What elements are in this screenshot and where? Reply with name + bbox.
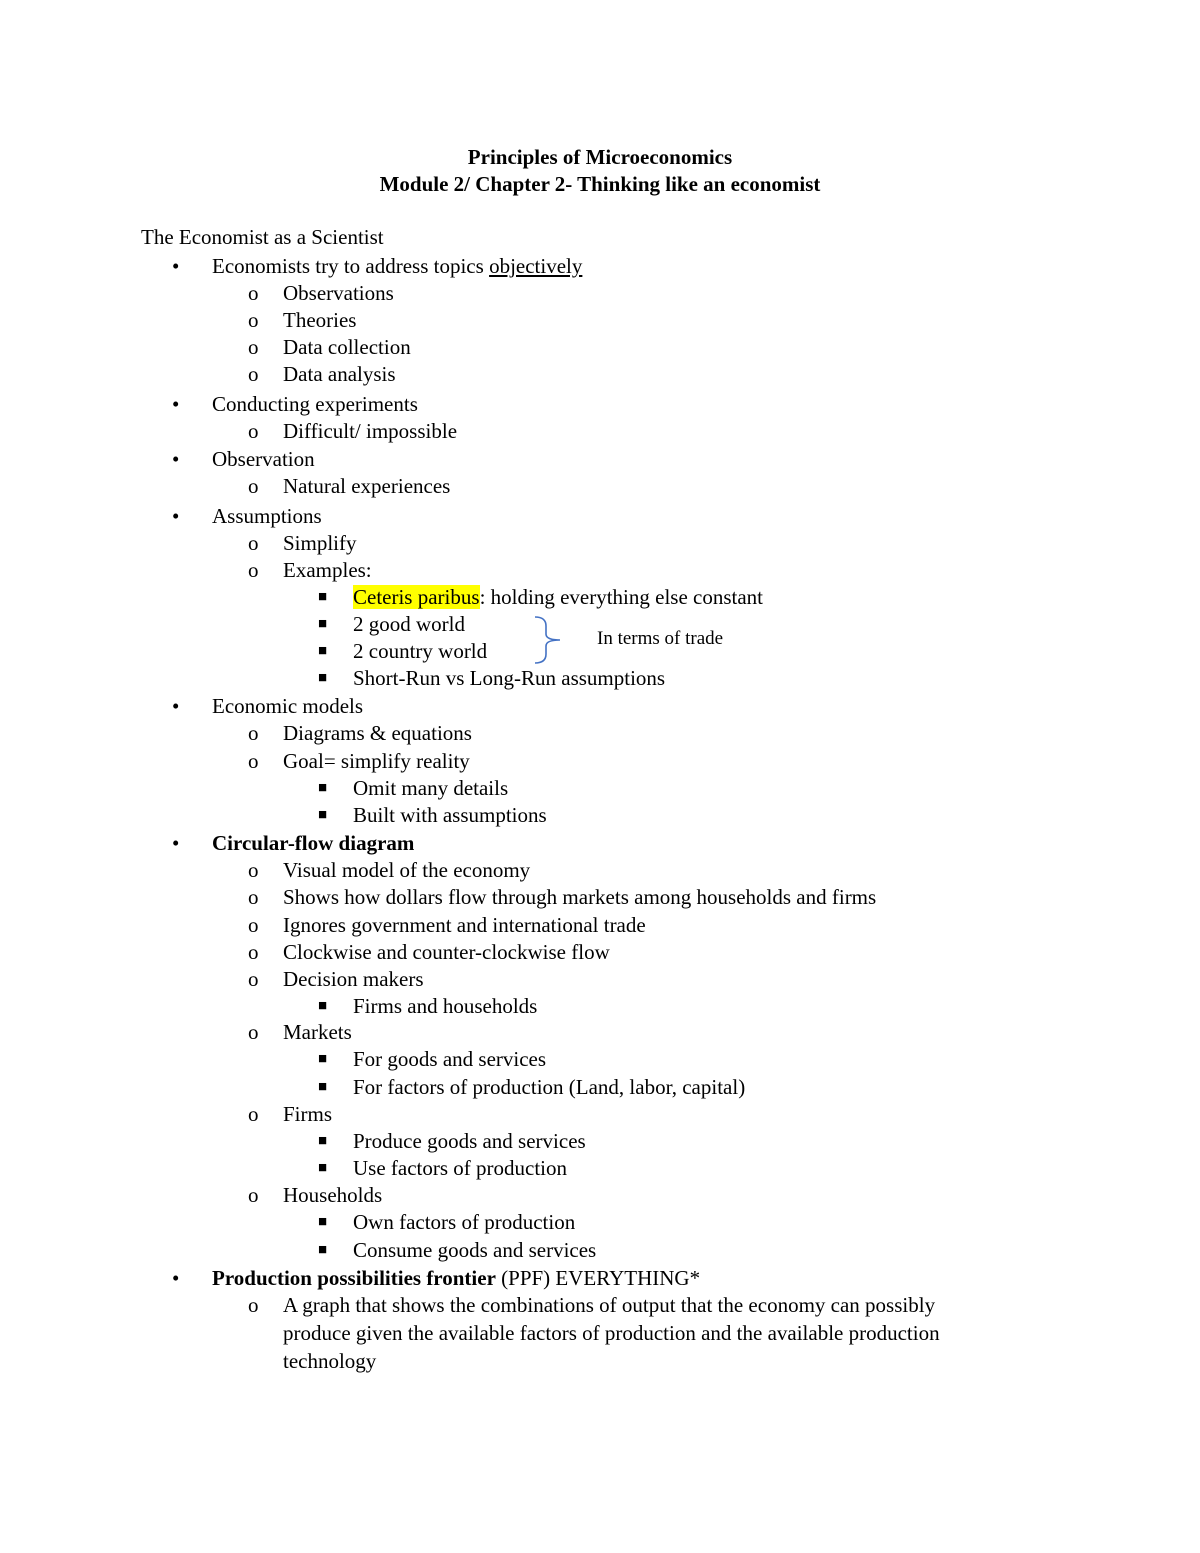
square-bullet-icon: ■ [318, 1079, 328, 1095]
circle-bullet-icon: o [248, 1183, 259, 1207]
bullet-icon: • [172, 694, 180, 718]
circle-bullet-icon: o [248, 858, 259, 882]
list-item: Goal= simplify reality [283, 749, 470, 773]
circle-bullet-icon: o [248, 749, 259, 773]
square-bullet-icon: ■ [318, 1051, 328, 1067]
bullet-icon: • [172, 447, 180, 471]
circle-bullet-icon: o [248, 967, 259, 991]
square-bullet-icon: ■ [318, 1214, 328, 1230]
list-item: Diagrams & equations [283, 721, 472, 745]
list-item: Visual model of the economy [283, 858, 531, 882]
bullet-icon: • [172, 392, 180, 416]
list-item: Markets [283, 1020, 352, 1044]
list-item: Data analysis [283, 362, 396, 386]
square-bullet-icon: ■ [318, 1242, 328, 1258]
square-bullet-icon: ■ [318, 1133, 328, 1149]
list-item [353, 584, 763, 610]
square-bullet-icon: ■ [318, 616, 328, 632]
list-item: 2 good world [353, 612, 465, 636]
bullet-icon: • [172, 831, 180, 855]
bullet-icon: • [172, 504, 180, 528]
list-item: Data collection [283, 335, 411, 359]
document-subtitle: Module 2/ Chapter 2- Thinking like an economist [379, 172, 821, 196]
list-item: Firms and households [353, 994, 538, 1018]
circle-bullet-icon: o [248, 419, 259, 443]
circle-bullet-icon: o [248, 531, 259, 555]
section-heading: The Economist as a Scientist [141, 225, 384, 249]
underlined-text: objectively [489, 254, 583, 278]
list-item: Built with assumptions [353, 803, 547, 827]
circle-bullet-icon: o [248, 281, 259, 305]
list-item: Omit many details [353, 776, 509, 800]
list-item: Use factors of production [353, 1156, 568, 1180]
bullet-icon: • [172, 1266, 180, 1290]
list-item: Assumptions [212, 504, 322, 528]
list-item-text: (PPF) EVERYTHING* [495, 1266, 701, 1290]
circle-bullet-icon: o [248, 913, 259, 937]
list-item: 2 country world [353, 639, 488, 663]
circle-bullet-icon: o [248, 721, 259, 745]
bold-term: Production possibilities frontier [212, 1266, 496, 1290]
list-item: Ignores government and international trade [283, 913, 646, 937]
list-item: Examples: [283, 558, 372, 582]
list-item [212, 1265, 700, 1291]
circle-bullet-icon: o [248, 1293, 259, 1317]
square-bullet-icon: ■ [318, 1160, 328, 1176]
list-item: Households [283, 1183, 383, 1207]
list-item: Consume goods and services [353, 1238, 597, 1262]
list-item: Natural experiences [283, 474, 451, 498]
margin-annotation: In terms of trade [597, 628, 724, 649]
square-bullet-icon: ■ [318, 643, 328, 659]
list-item: Own factors of production [353, 1210, 576, 1234]
circle-bullet-icon: o [248, 308, 259, 332]
list-item: Produce goods and services [353, 1129, 586, 1153]
list-item: Firms [283, 1102, 333, 1126]
list-item: Simplify [283, 531, 357, 555]
list-item: Shows how dollars flow through markets among households and firms [283, 885, 877, 909]
list-item: Observation [212, 447, 315, 471]
list-item: Short-Run vs Long-Run assumptions [353, 666, 666, 690]
circle-bullet-icon: o [248, 558, 259, 582]
square-bullet-icon: ■ [318, 780, 328, 796]
list-item [212, 253, 582, 279]
bullet-icon: • [172, 254, 180, 278]
square-bullet-icon: ■ [318, 998, 328, 1014]
list-item: Decision makers [283, 967, 424, 991]
circle-bullet-icon: o [248, 940, 259, 964]
list-item: Difficult/ impossible [283, 419, 458, 443]
square-bullet-icon: ■ [318, 670, 328, 686]
list-item: Theories [283, 308, 357, 332]
list-item: Conducting experiments [212, 392, 418, 416]
list-item-continuation: technology [283, 1349, 377, 1373]
circle-bullet-icon: o [248, 362, 259, 386]
circle-bullet-icon: o [248, 885, 259, 909]
list-item: Circular-flow diagram [212, 831, 415, 855]
square-bullet-icon: ■ [318, 589, 328, 605]
list-item-text: : holding everything else constant [479, 585, 764, 609]
square-bullet-icon: ■ [318, 807, 328, 823]
list-item: A graph that shows the combinations of output that the economy can possibly [283, 1293, 936, 1317]
document-title: Principles of Microeconomics [467, 145, 733, 169]
list-item: For factors of production (Land, labor, capital) [353, 1075, 746, 1099]
circle-bullet-icon: o [248, 1102, 259, 1126]
list-item: Observations [283, 281, 394, 305]
list-item: Economic models [212, 694, 364, 718]
circle-bullet-icon: o [248, 474, 259, 498]
list-item-text: Economists try to address topics [212, 254, 490, 278]
highlighted-term: Ceteris paribus [353, 585, 480, 609]
list-item-continuation: produce given the available factors of production and the available production [283, 1321, 940, 1345]
circle-bullet-icon: o [248, 335, 259, 359]
list-item: For goods and services [353, 1047, 547, 1071]
list-item: Clockwise and counter-clockwise flow [283, 940, 610, 964]
right-brace-icon [532, 614, 566, 666]
circle-bullet-icon: o [248, 1020, 259, 1044]
